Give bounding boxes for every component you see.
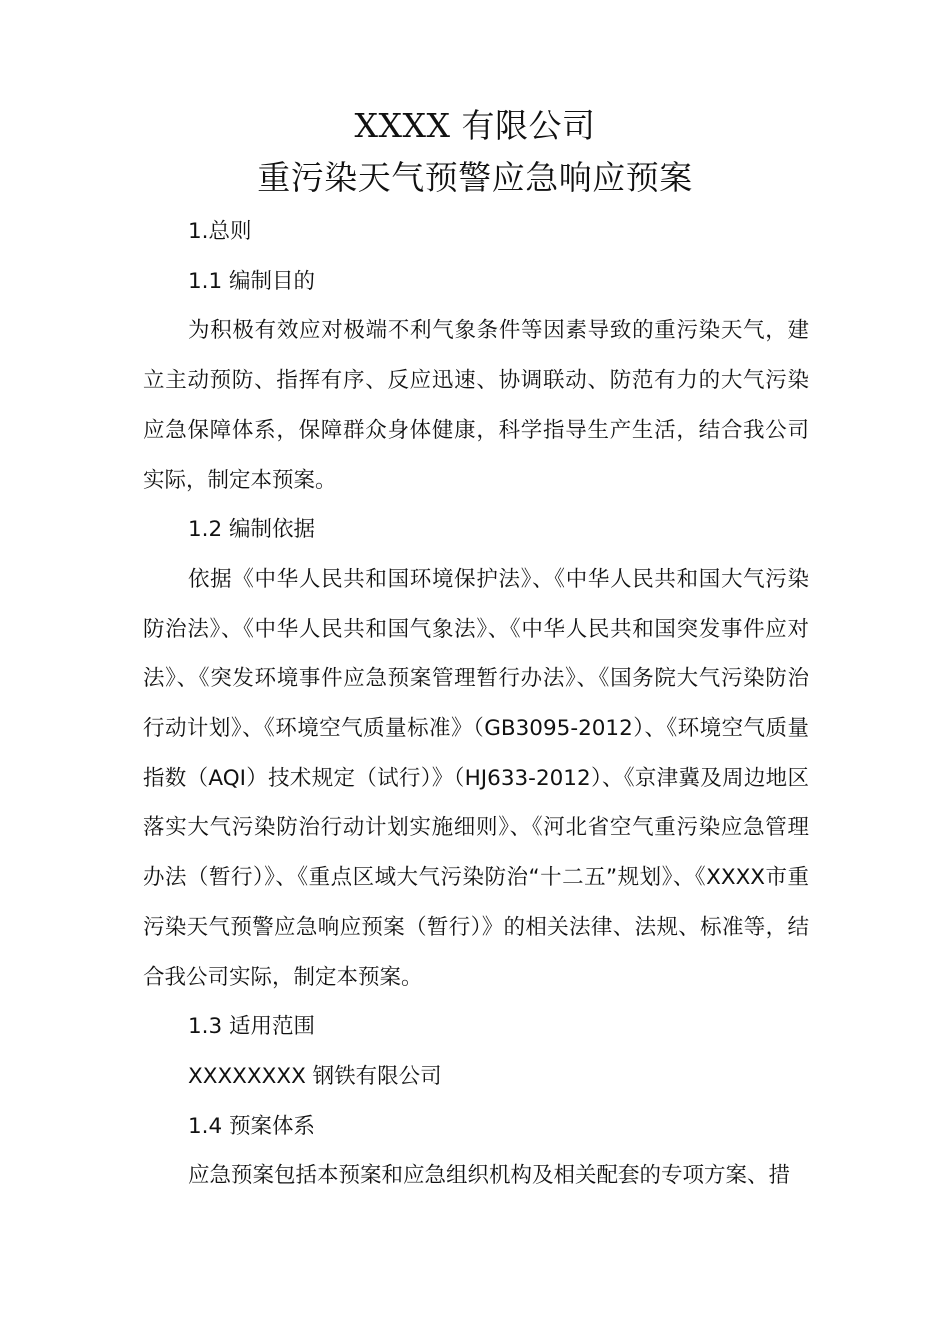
section-basis-text: 依据《中华人民共和国环境保护法》、《中华人民共和国大气污染防治法》、《中华人民共和国气象法》、《中华人民共和国突发事件应对法》、《突发环境事件应急预案管理暂行办法》、《国务院大气污染防治行动计划》、《环境空气质量标准》（GB3095-2012）、《环境空气质量指数（AQI）技术规定（试行）》（HJ633-2012）、《京津冀及周边地区落实大气污染防治行动计划实施细则》、《河北省空气重污染应急管理办法（暂行）》、《重点区域大气污染防治“十二五”规划》、《XXXX市重污染天气预警应急响应预案（暂行）》的相关法律、法规、标准等，结合我公司实际，制定本预案。	[143, 566, 809, 990]
company-name: XXXX 有限公司	[354, 106, 596, 145]
document-title	[0, 100, 950, 204]
section-system-heading: 1.4 预案体系	[188, 1113, 316, 1139]
section-basis-heading: 1.2 编制依据	[188, 517, 316, 543]
document-body	[143, 207, 809, 1201]
plan-title: 重污染天气预警应急响应预案	[257, 158, 693, 197]
section-general-heading: 1.总则	[188, 219, 252, 244]
section-system-text: 应急预案包括本预案和应急组织机构及相关配套的专项方案、措	[188, 1163, 791, 1189]
section-scope-text: XXXXXXXX 钢铁有限公司	[188, 1063, 442, 1089]
section-purpose-heading: 1.1 编制目的	[188, 268, 316, 294]
section-purpose-text: 为积极有效应对极端不利气象条件等因素导致的重污染天气，建立主动预防、指挥有序、反应迅速、协调联动、防范有力的大气污染应急保障体系，保障群众身体健康，科学指导生产生活，结合我公司实际，制定本预案。	[143, 318, 809, 493]
section-scope-heading: 1.3 适用范围	[188, 1014, 316, 1040]
